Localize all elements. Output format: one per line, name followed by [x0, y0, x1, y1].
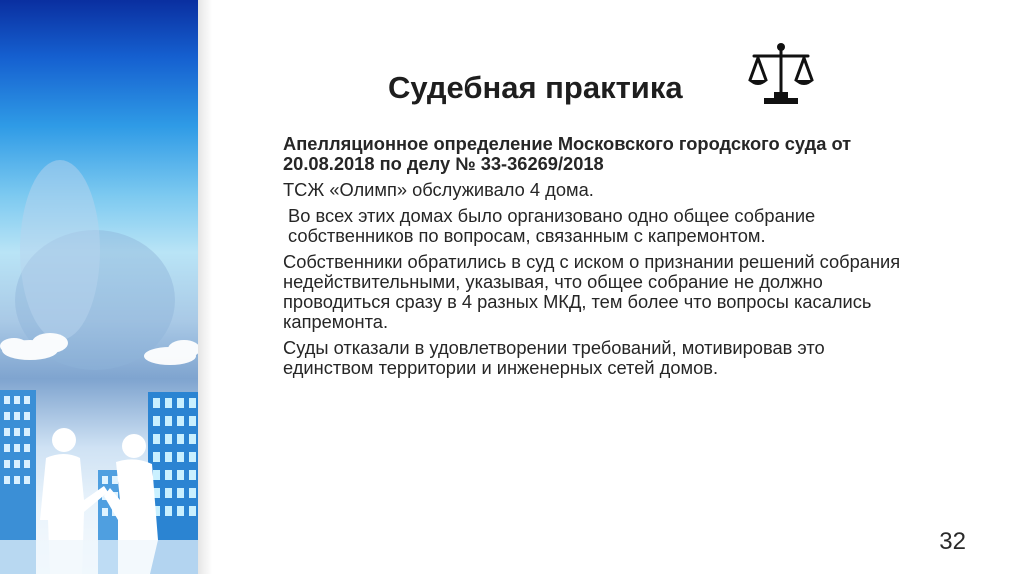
- scales-of-justice-icon: [746, 40, 816, 110]
- paragraph-ruling: Суды отказали в удовлетворении требований, мотивировав это единством территории и инженерных сетей домов.: [283, 337, 825, 378]
- case-reference: Апелляционное определение Московского городского суда от 20.08.2018 по делу № 33-36269/2018: [283, 133, 852, 174]
- paragraph-hoa: ТСЖ «Олимп» обслуживало 4 дома.: [283, 179, 594, 200]
- city-handshake-illustration: [0, 0, 198, 574]
- page-number: 32: [939, 528, 966, 555]
- paragraph-meeting: Во всех этих домах было организовано одно общее собрание собственников по вопросам, связанным с капремонтом.: [288, 205, 816, 246]
- slide-title: Судебная практика: [388, 70, 683, 105]
- paragraph-lawsuit: Собственники обратились в суд с иском о признании решений собрания недействительными, указывая, что общее собрание не должно проводиться сразу в 4 разных МКД, тем более что вопросы касались капремонта.: [283, 251, 901, 332]
- decorative-banner: [0, 0, 198, 574]
- banner-shadow: [198, 0, 212, 574]
- slide-body: [283, 134, 903, 384]
